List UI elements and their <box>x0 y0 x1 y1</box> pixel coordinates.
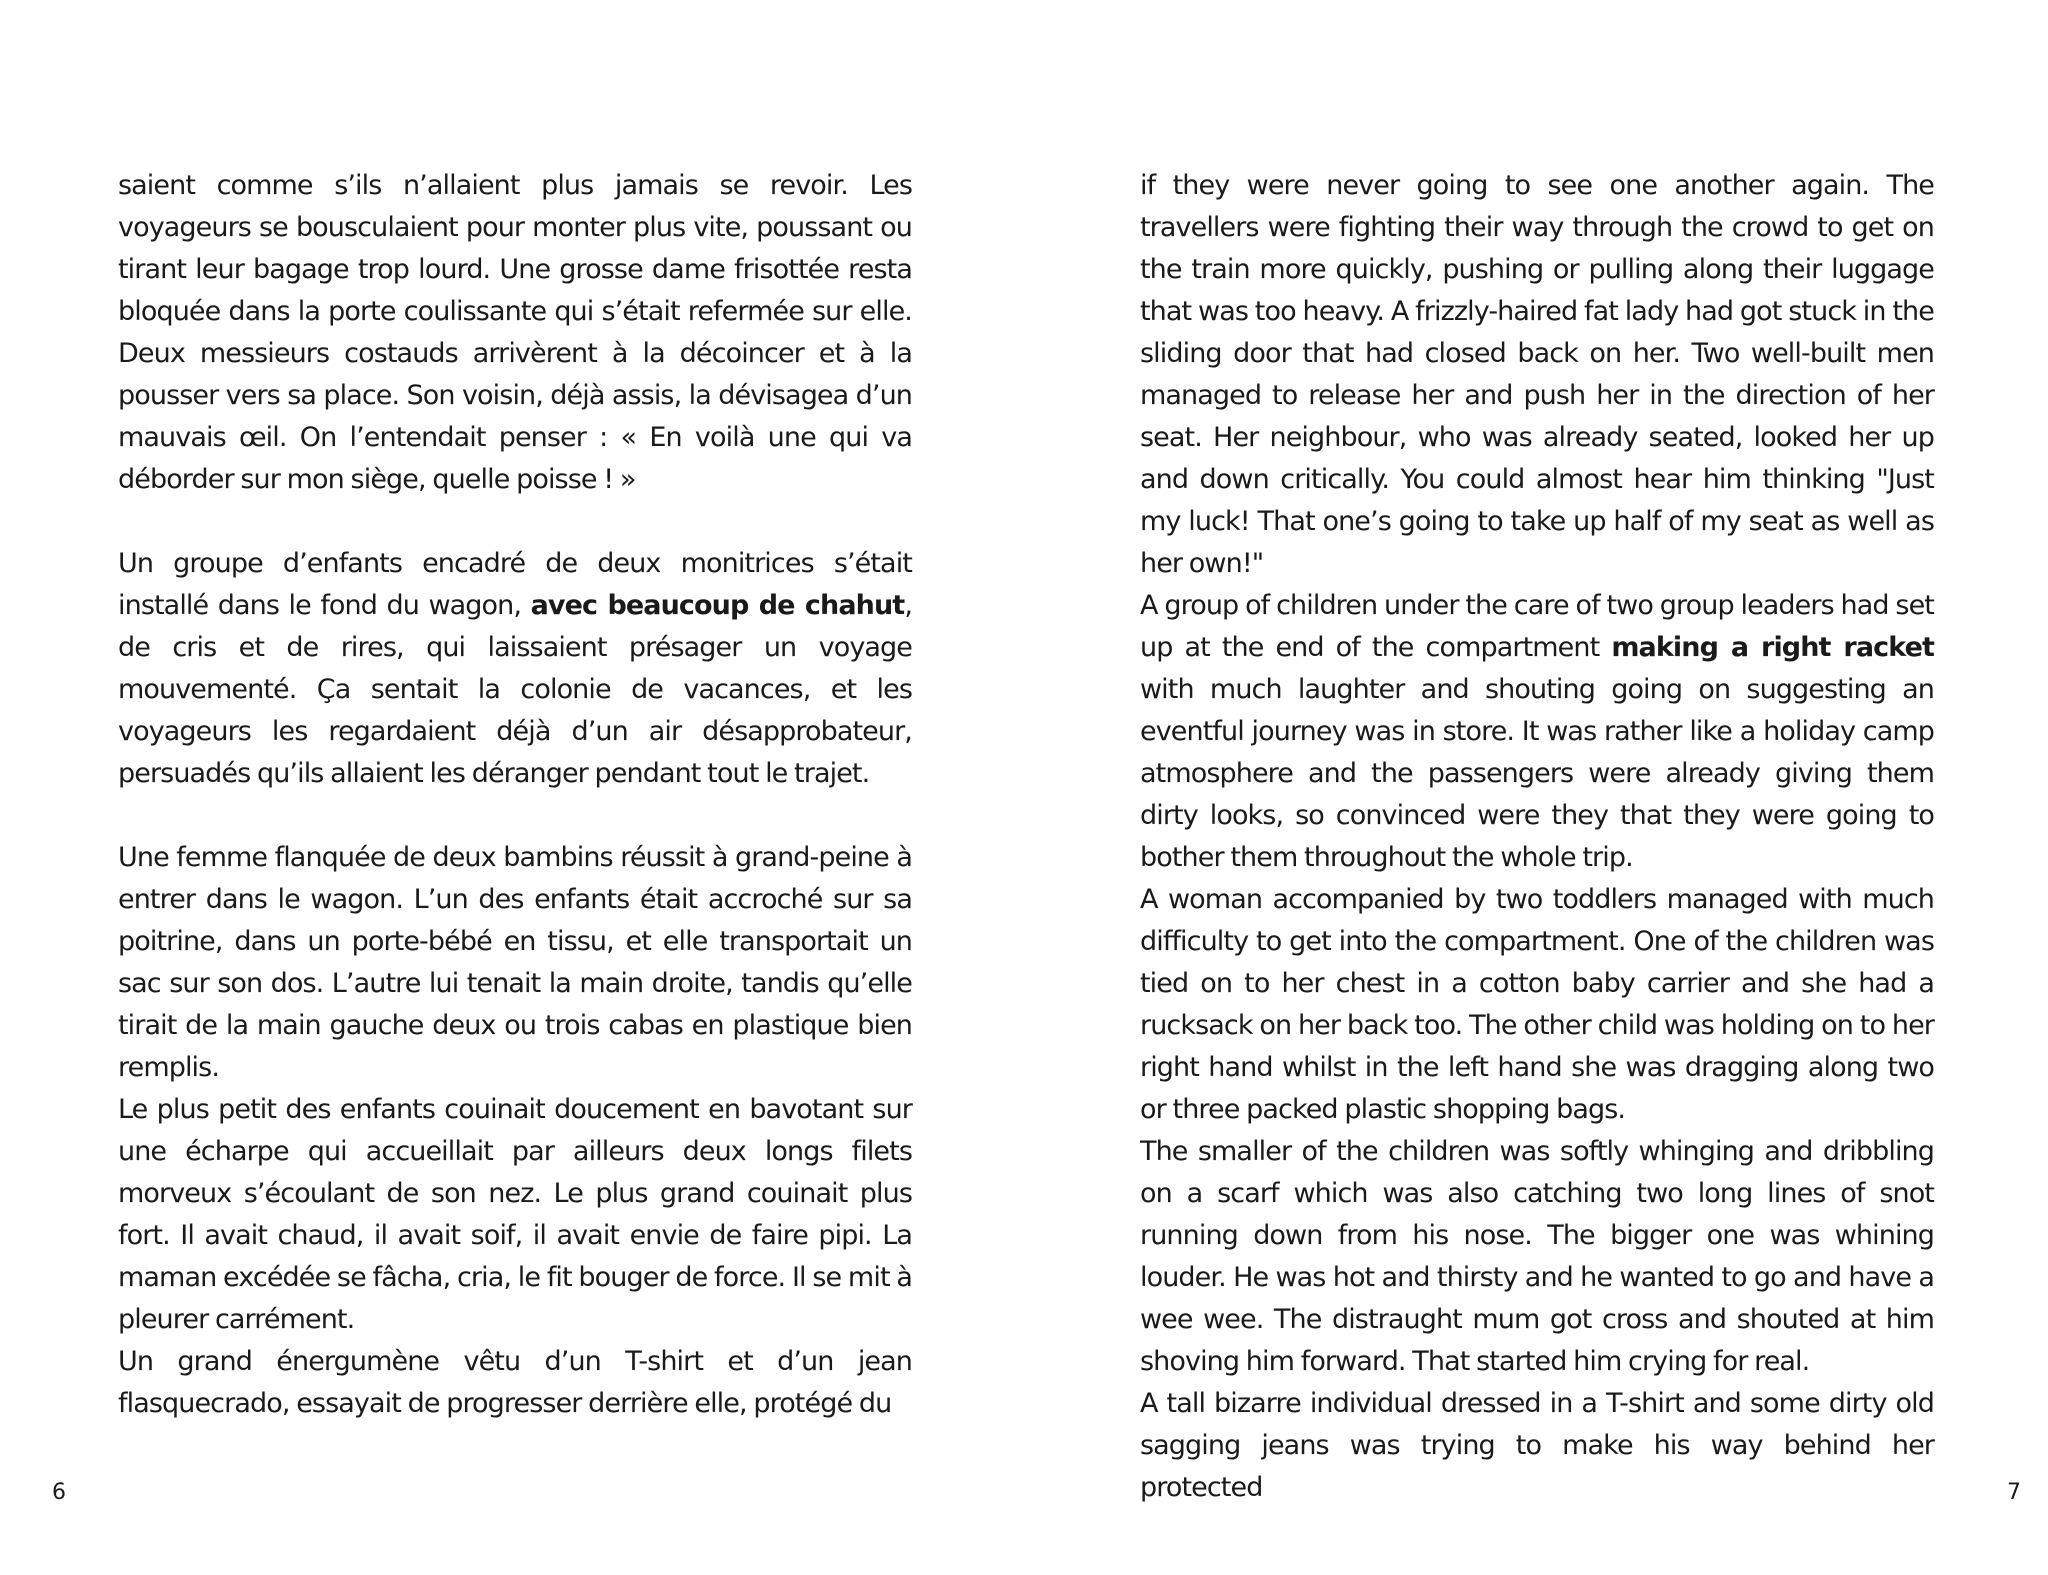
paragraph-1: saient comme s’ils n’allaient plus jamais se revoir. Les voyageurs se bousculaient pour monter plus vite, poussant ou tirant leur bagage trop lourd. Une grosse dame frisottée resta bloquée dans la porte coulissante qui s’était refermée sur elle. Deux messieurs costauds arrivèrent à la décoincer et à la pousser vers sa place. Son voisin, déjà assis, la dévisagea d’un mauvais œil. On l’entendait penser : « En voilà une qui va déborder sur mon siège, quelle poisse ! » <box>118 170 912 495</box>
french-text-column <box>118 165 912 1425</box>
paragraph-2-rest: , de cris et de rires, qui laissaient présager un voyage mouvementé. Ça sentait la colonie de vacances, et les voyageurs les regardaient déjà d’un air désapprobateur, persuadés qu’ils allaient les déranger pendant tout le trajet. <box>118 590 913 789</box>
paragraph-3: Une femme flanquée de deux bambins réussit à grand-peine à entrer dans le wagon. L’un des enfants était accroché sur sa poitrine, dans un porte-bébé en tissu, et elle transportait un sac sur son dos. L’autre lui tenait la main droite, tandis qu’elle tirait de la main gauche deux ou trois cabas en plastique bien remplis. <box>118 842 912 1083</box>
english-text-column <box>1140 165 1934 1509</box>
page-number: 7 <box>2007 1480 2021 1505</box>
paragraph-2-rest: with much laughter and shouting going on suggesting an eventful journey was in store. It was rather like a holiday camp atmosphere and the passengers were already giving them dirty looks, so convinced were they that they were going to bother them throughout the whole trip. <box>1140 674 1934 873</box>
paragraph-3: A woman accompanied by two toddlers managed with much difficulty to get into the compartment. One of the children was tied on to her chest in a cotton baby carrier and she had a rucksack on her back too. The other child was holding on to her right hand whilst in the left hand she was dragging along two or three packed plastic shopping bags. <box>1140 884 1934 1125</box>
paragraph-2-bold: making a right racket <box>1611 632 1934 663</box>
paragraph-2-lead: Un groupe d’enfants encadré de deux monitrices s’était installé dans le fond du wagon, <box>118 548 912 621</box>
paragraph-2-bold: avec beaucoup de chahut <box>530 590 905 621</box>
paragraph-2-lead: A group of children under the care of two group leaders had set up at the end of the compartment <box>1140 590 1934 663</box>
page-number: 6 <box>52 1480 66 1505</box>
paragraph-1: if they were never going to see one another again. The travellers were fighting their way through the crowd to get on the train more quickly, pushing or pulling along their luggage that was too heavy. A frizzly-haired fat lady had got stuck in the sliding door that had closed back on her. Two well-built men managed to release her and push her in the direction of her seat. Her neighbour, who was already seated, looked her up and down critically. You could almost hear him thinking "Just my luck! That one’s going to take up half of my seat as well as her own!" <box>1140 170 1934 579</box>
paragraph-2 <box>1140 585 1934 879</box>
paragraph-5: Un grand énergumène vêtu d’un T-shirt et d’un jean flasquecrado, essayait de progresser derrière elle, protégé du <box>118 1346 912 1419</box>
paragraph-4: Le plus petit des enfants couinait doucement en bavotant sur une écharpe qui accueillait par ailleurs deux longs filets morveux s’écoulant de son nez. Le plus grand couinait plus fort. Il avait chaud, il avait soif, il avait envie de faire pipi. La maman excédée se fâcha, cria, le fit bouger de force. Il se mit à pleurer carrément. <box>118 1094 912 1335</box>
right-page <box>1024 0 2048 1575</box>
paragraph-5: A tall bizarre individual dressed in a T-shirt and some dirty old sagging jeans was trying to make his way behind her protected <box>1140 1388 1934 1503</box>
paragraph-2 <box>118 543 912 795</box>
paragraph-4: The smaller of the children was softly whinging and dribbling on a scarf which was also catching two long lines of snot running down from his nose. The bigger one was whining louder. He was hot and thirsty and he wanted to go and have a wee wee. The distraught mum got cross and shouted at him shoving him forward. That started him crying for real. <box>1140 1136 1934 1377</box>
